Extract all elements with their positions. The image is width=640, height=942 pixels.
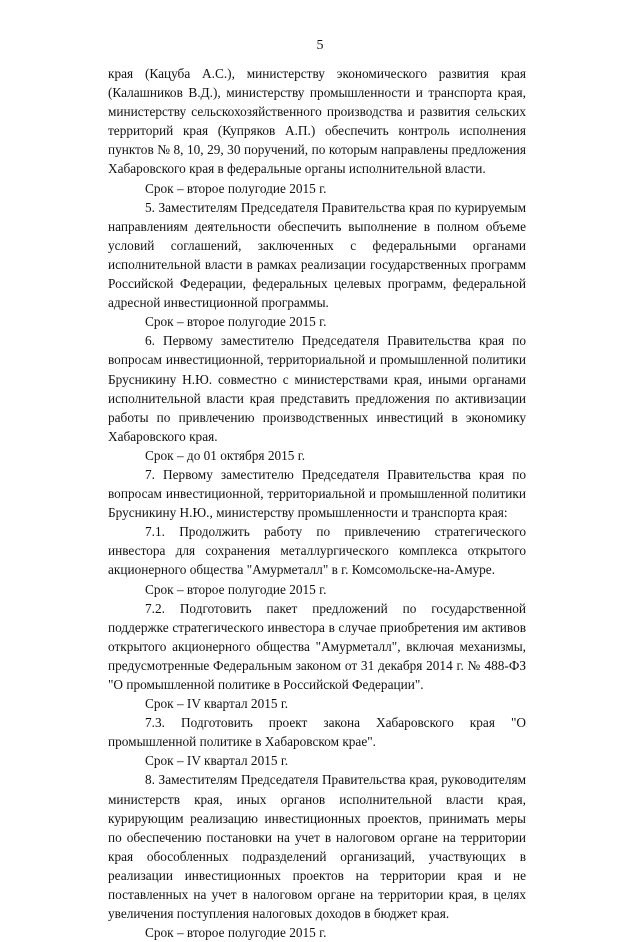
paragraph-item-8: 8. Заместителям Председателя Правительства края, руководителям министерств края, иных органов исполнительной власти края, курирующим реализацию инвестиционных проектов, принимать меры по обеспечению постановки на учет в налоговом органе на территории края обособленных подразделений организаций, участвующих в реализации инвестиционных проектов на территории края и не поставленных на учет в налоговом органе на территории края, в целях увеличения поступления налоговых доходов в бюджет края.: [108, 772, 526, 922]
paragraph-item-7: 7. Первому заместителю Председателя Правительства края по вопросам инвестиционной, территориальной и промышленной политики Брусникину Н.Ю., министерству промышленности и транспорта края:: [108, 466, 526, 521]
deadline-line: Срок – IV квартал 2015 г.: [145, 753, 289, 769]
deadline-line: Срок – до 01 октября 2015 г.: [145, 447, 306, 463]
paragraph-item-6: 6. Первому заместителю Председателя Правительства края по вопросам инвестиционной, территориальной и промышленной политики Брусникину Н.Ю. совместно с министерствами края, иными органами исполнительной власти края представить предложения по активизации работы по привлечению производственных инвестиций в экономику Хабаровского края.: [108, 333, 526, 444]
deadline-line: Срок – второе полугодие 2015 г.: [145, 925, 327, 941]
paragraph-item-7-2: 7.2. Подготовить пакет предложений по государственной поддержке стратегического инвестора в случае приобретения им активов открытого акционерного общества "Амурметалл", включая механизмы, предусмотренные Федеральным законом от 31 декабря 2014 г. № 488-ФЗ "О промышленной политике в Российской Федерации".: [108, 600, 526, 692]
deadline-line: Срок – второе полугодие 2015 г.: [145, 180, 327, 196]
deadline-line: Срок – второе полугодие 2015 г.: [145, 581, 327, 597]
paragraph-item-7-1: 7.1. Продолжить работу по привлечению стратегического инвестора для сохранения металлургического комплекса открытого акционерного общества "Амурметалл" в г. Комсомольске-на-Амуре.: [108, 524, 526, 578]
deadline-line: Срок – IV квартал 2015 г.: [145, 696, 289, 712]
paragraph-item-7-3: 7.3. Подготовить проект закона Хабаровского края "О промышленной политике в Хабаровском крае".: [108, 715, 526, 750]
paragraph-item-5: 5. Заместителям Председателя Правительства края по курируемым направлениям деятельности обеспечить выполнение в полном объеме условий соглашений, заключенных с федеральными органами исполнительной власти в рамках реализации государственных программ Российской Федерации, федеральных целевых программ, федеральной адресной инвестиционной программы.: [108, 199, 526, 311]
deadline-line: Срок – второе полугодие 2015 г.: [145, 314, 327, 330]
page-number: 5: [316, 38, 324, 53]
paragraph-continuation: края (Кацуба А.С.), министерству экономического развития края (Калашников В.Д.), министерству промышленности и транспорта края, министерству сельскохозяйственного производства и развития сельских территорий края (Купряков А.П.) обеспечить контроль исполнения пунктов № 8, 10, 29, 30 поручений, по которым направлены предложения Хабаровского края в федеральные органы исполнительной власти.: [108, 66, 526, 177]
document-body: [108, 64, 526, 942]
